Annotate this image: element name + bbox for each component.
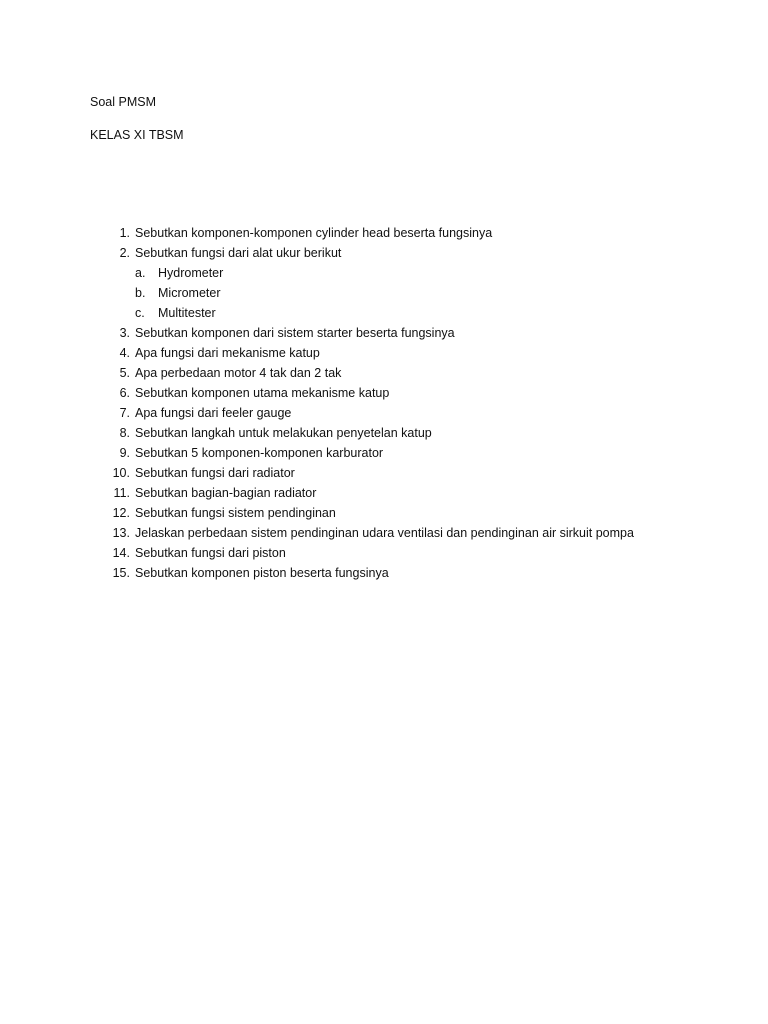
question-number: 8. — [119, 426, 130, 440]
sub-question-letter: a. — [135, 266, 146, 280]
question-item — [0, 465, 768, 485]
sub-question-text: Multitester — [158, 306, 216, 320]
sub-question-letter: c. — [135, 306, 145, 320]
question-text: Sebutkan 5 komponen-komponen karburator — [135, 446, 384, 460]
sub-question-item — [0, 265, 768, 285]
question-text: Apa fungsi dari mekanisme katup — [135, 346, 320, 360]
question-number: 11. — [113, 486, 130, 500]
sub-question-text: Micrometer — [158, 286, 221, 300]
question-item — [0, 325, 768, 345]
question-item — [0, 405, 768, 425]
question-text: Sebutkan komponen utama mekanisme katup — [135, 386, 390, 400]
question-item — [0, 345, 768, 365]
question-text: Jelaskan perbedaan sistem pendinginan udara ventilasi dan pendinginan air sirkuit pompa — [135, 526, 634, 540]
question-text: Apa perbedaan motor 4 tak dan 2 tak — [135, 366, 342, 380]
question-item — [0, 445, 768, 465]
sub-question-item — [0, 285, 768, 305]
question-number: 5. — [119, 366, 130, 380]
question-number: 1. — [119, 226, 130, 240]
question-number: 13. — [112, 526, 130, 540]
question-text: Sebutkan fungsi dari radiator — [135, 466, 295, 480]
question-text: Sebutkan langkah untuk melakukan penyetelan katup — [135, 426, 432, 440]
question-item — [0, 385, 768, 405]
question-number: 4. — [119, 346, 130, 360]
question-number: 10. — [112, 466, 130, 480]
question-item — [0, 525, 768, 545]
question-number: 14. — [112, 546, 130, 560]
question-text: Sebutkan bagian-bagian radiator — [135, 486, 317, 500]
question-text: Sebutkan fungsi dari piston — [135, 546, 286, 560]
question-text: Sebutkan komponen piston beserta fungsinya — [135, 566, 389, 580]
question-number: 9. — [119, 446, 130, 460]
question-item — [0, 505, 768, 525]
question-item — [0, 425, 768, 445]
question-text: Sebutkan fungsi sistem pendinginan — [135, 506, 336, 520]
question-number: 15. — [112, 566, 130, 580]
document-subtitle: KELAS XI TBSM — [90, 128, 184, 142]
question-number: 6. — [119, 386, 130, 400]
sub-question-letter: b. — [135, 286, 146, 300]
question-list — [0, 225, 768, 585]
question-number: 2. — [119, 246, 130, 260]
question-item — [0, 245, 768, 265]
question-item — [0, 225, 768, 245]
sub-question-text: Hydrometer — [158, 266, 224, 280]
sub-question-item — [0, 305, 768, 325]
question-item — [0, 485, 768, 505]
question-item — [0, 545, 768, 565]
question-text: Sebutkan fungsi dari alat ukur berikut — [135, 246, 342, 260]
question-text: Sebutkan komponen-komponen cylinder head beserta fungsinya — [135, 226, 493, 240]
question-item — [0, 565, 768, 585]
question-item — [0, 365, 768, 385]
question-number: 12. — [112, 506, 130, 520]
question-number: 3. — [119, 326, 130, 340]
document-title: Soal PMSM — [90, 95, 156, 109]
question-text: Sebutkan komponen dari sistem starter beserta fungsinya — [135, 326, 455, 340]
question-text: Apa fungsi dari feeler gauge — [135, 406, 292, 420]
question-number: 7. — [119, 406, 130, 420]
